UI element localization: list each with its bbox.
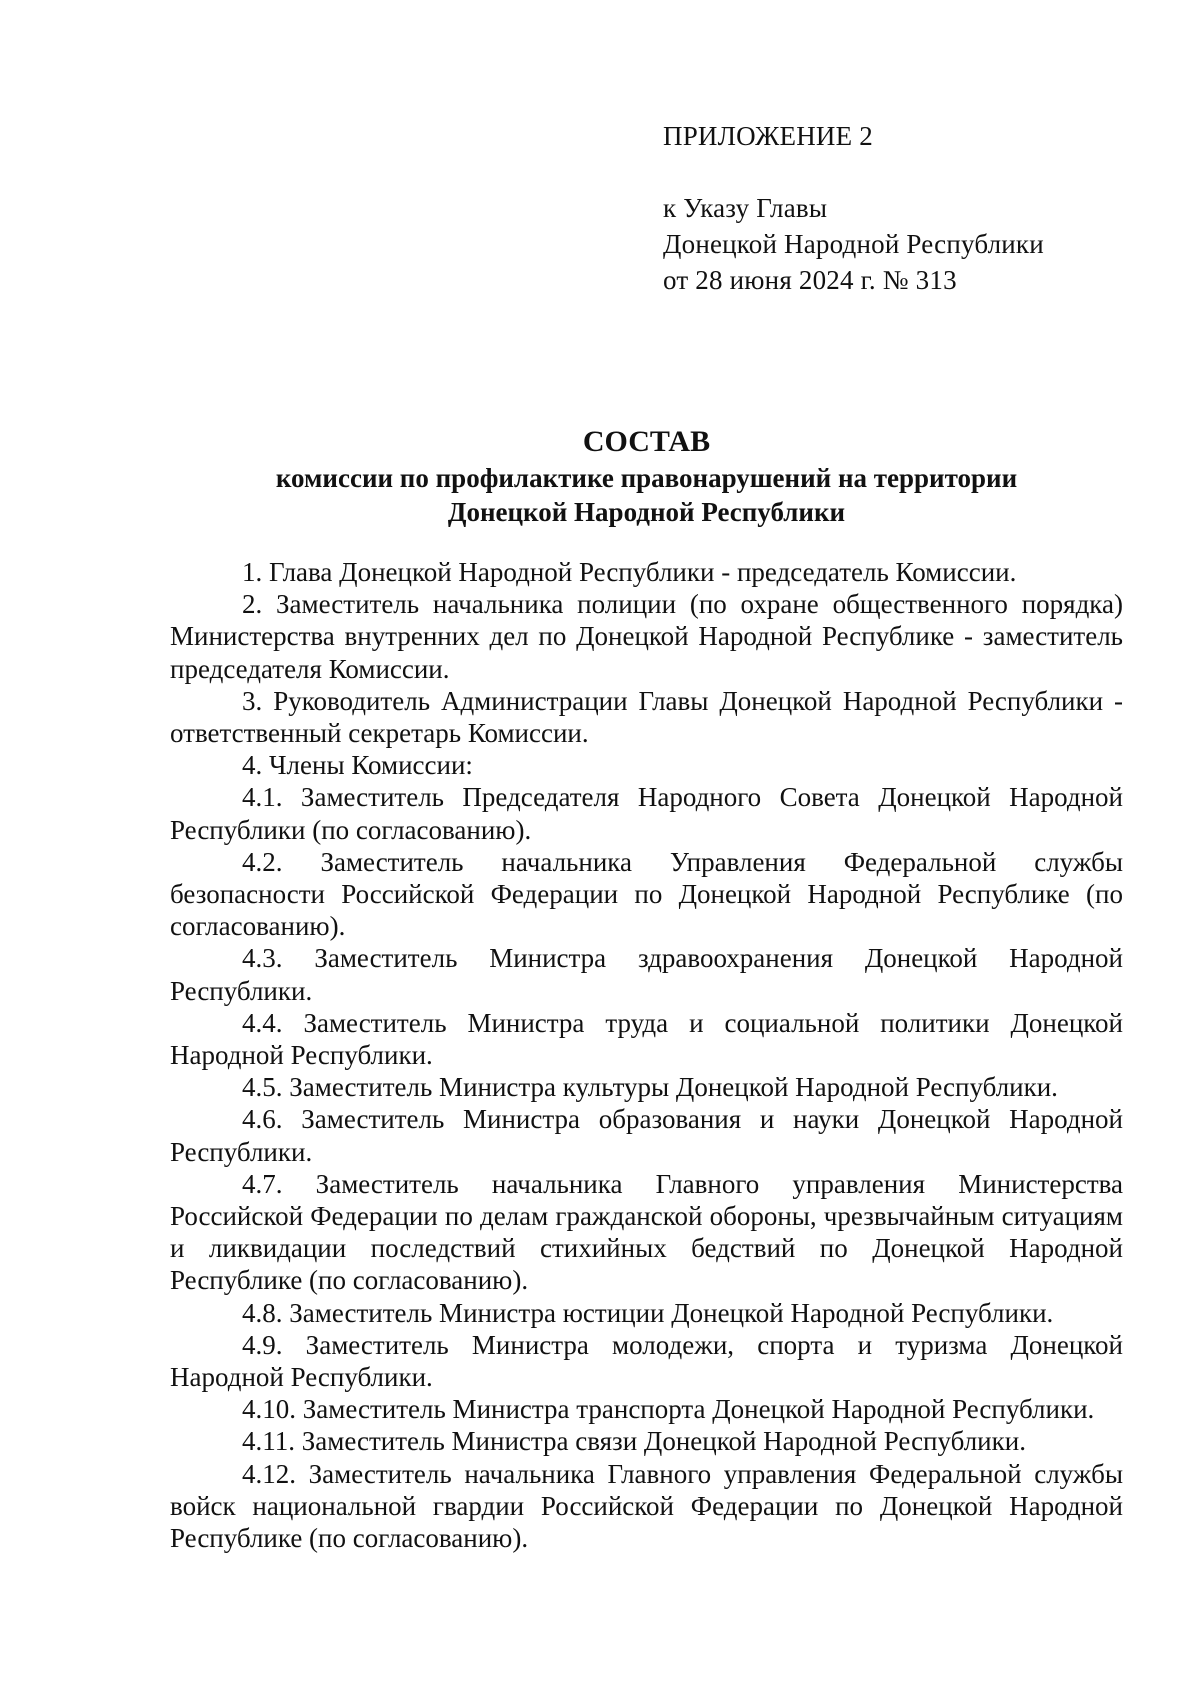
list-item-2: 2. Заместитель начальника полиции (по охране общественного порядка) Министерства внутренних дел по Донецкой Народной Республике - заместитель председателя Комиссии. <box>170 589 1123 684</box>
list-item-4-3: 4.3. Заместитель Министра здравоохранения Донецкой Народной Республики. <box>170 943 1123 1006</box>
list-item-4-8: 4.8. Заместитель Министра юстиции Донецкой Народной Республики. <box>242 1297 1054 1328</box>
list-item-4-10: 4.10. Заместитель Министра транспорта Донецкой Народной Республики. <box>242 1394 1095 1425</box>
list-item-1: 1. Глава Донецкой Народной Республики - председатель Комиссии. <box>242 557 1017 587</box>
composition-list <box>170 556 1123 1554</box>
appendix-header <box>663 118 1044 298</box>
list-item-4-2: 4.2. Заместитель начальника Управления Федеральной службы безопасности Российской Федерации по Донецкой Народной Республике (по согласованию). <box>170 846 1123 942</box>
list-item-4-1: 4.1. Заместитель Председателя Народного Совета Донецкой Народной Республики (по согласованию). <box>170 782 1123 845</box>
list-item-4-11: 4.11. Заместитель Министра связи Донецкой Народной Республики. <box>242 1426 1026 1457</box>
document-subtitle-line-2: Донецкой Народной Республики <box>447 497 846 527</box>
list-item-4: 4. Члены Комиссии: <box>242 750 473 781</box>
appendix-decree-line: к Указу Главы <box>663 193 828 223</box>
list-item-4-5: 4.5. Заместитель Министра культуры Донецкой Народной Республики. <box>242 1072 1058 1103</box>
list-item-4-6: 4.6. Заместитель Министра образования и науки Донецкой Народной Республики. <box>170 1104 1123 1167</box>
document-title: СОСТАВ <box>582 425 711 458</box>
list-item-4-7: 4.7. Заместитель начальника Главного управления Министерства Российской Федерации по делам гражданской обороны, чрезвычайным ситуациям и ликвидации последствий стихийных бедствий по Донецкой Народной Республике (по согласованию). <box>170 1168 1123 1296</box>
appendix-heading: ПРИЛОЖЕНИЕ 2 <box>663 121 873 151</box>
list-item-4-4: 4.4. Заместитель Министра труда и социальной политики Донецкой Народной Республики. <box>170 1007 1123 1071</box>
appendix-date-line: от 28 июня 2024 г. № 313 <box>663 265 957 295</box>
document-title-block <box>170 423 1123 529</box>
list-item-3: 3. Руководитель Администрации Главы Донецкой Народной Республики - ответственный секретарь Комиссии. <box>170 685 1123 749</box>
list-item-4-9: 4.9. Заместитель Министра молодежи, спорта и туризма Донецкой Народной Республики. <box>170 1329 1123 1393</box>
list-item-4-12: 4.12. Заместитель начальника Главного управления Федеральной службы войск национальной гвардии Российской Федерации по Донецкой Народной Республике (по согласованию). <box>170 1458 1123 1554</box>
appendix-republic-line: Донецкой Народной Республики <box>663 229 1044 259</box>
document-subtitle-line-1: комиссии по профилактике правонарушений на территории <box>275 463 1018 493</box>
